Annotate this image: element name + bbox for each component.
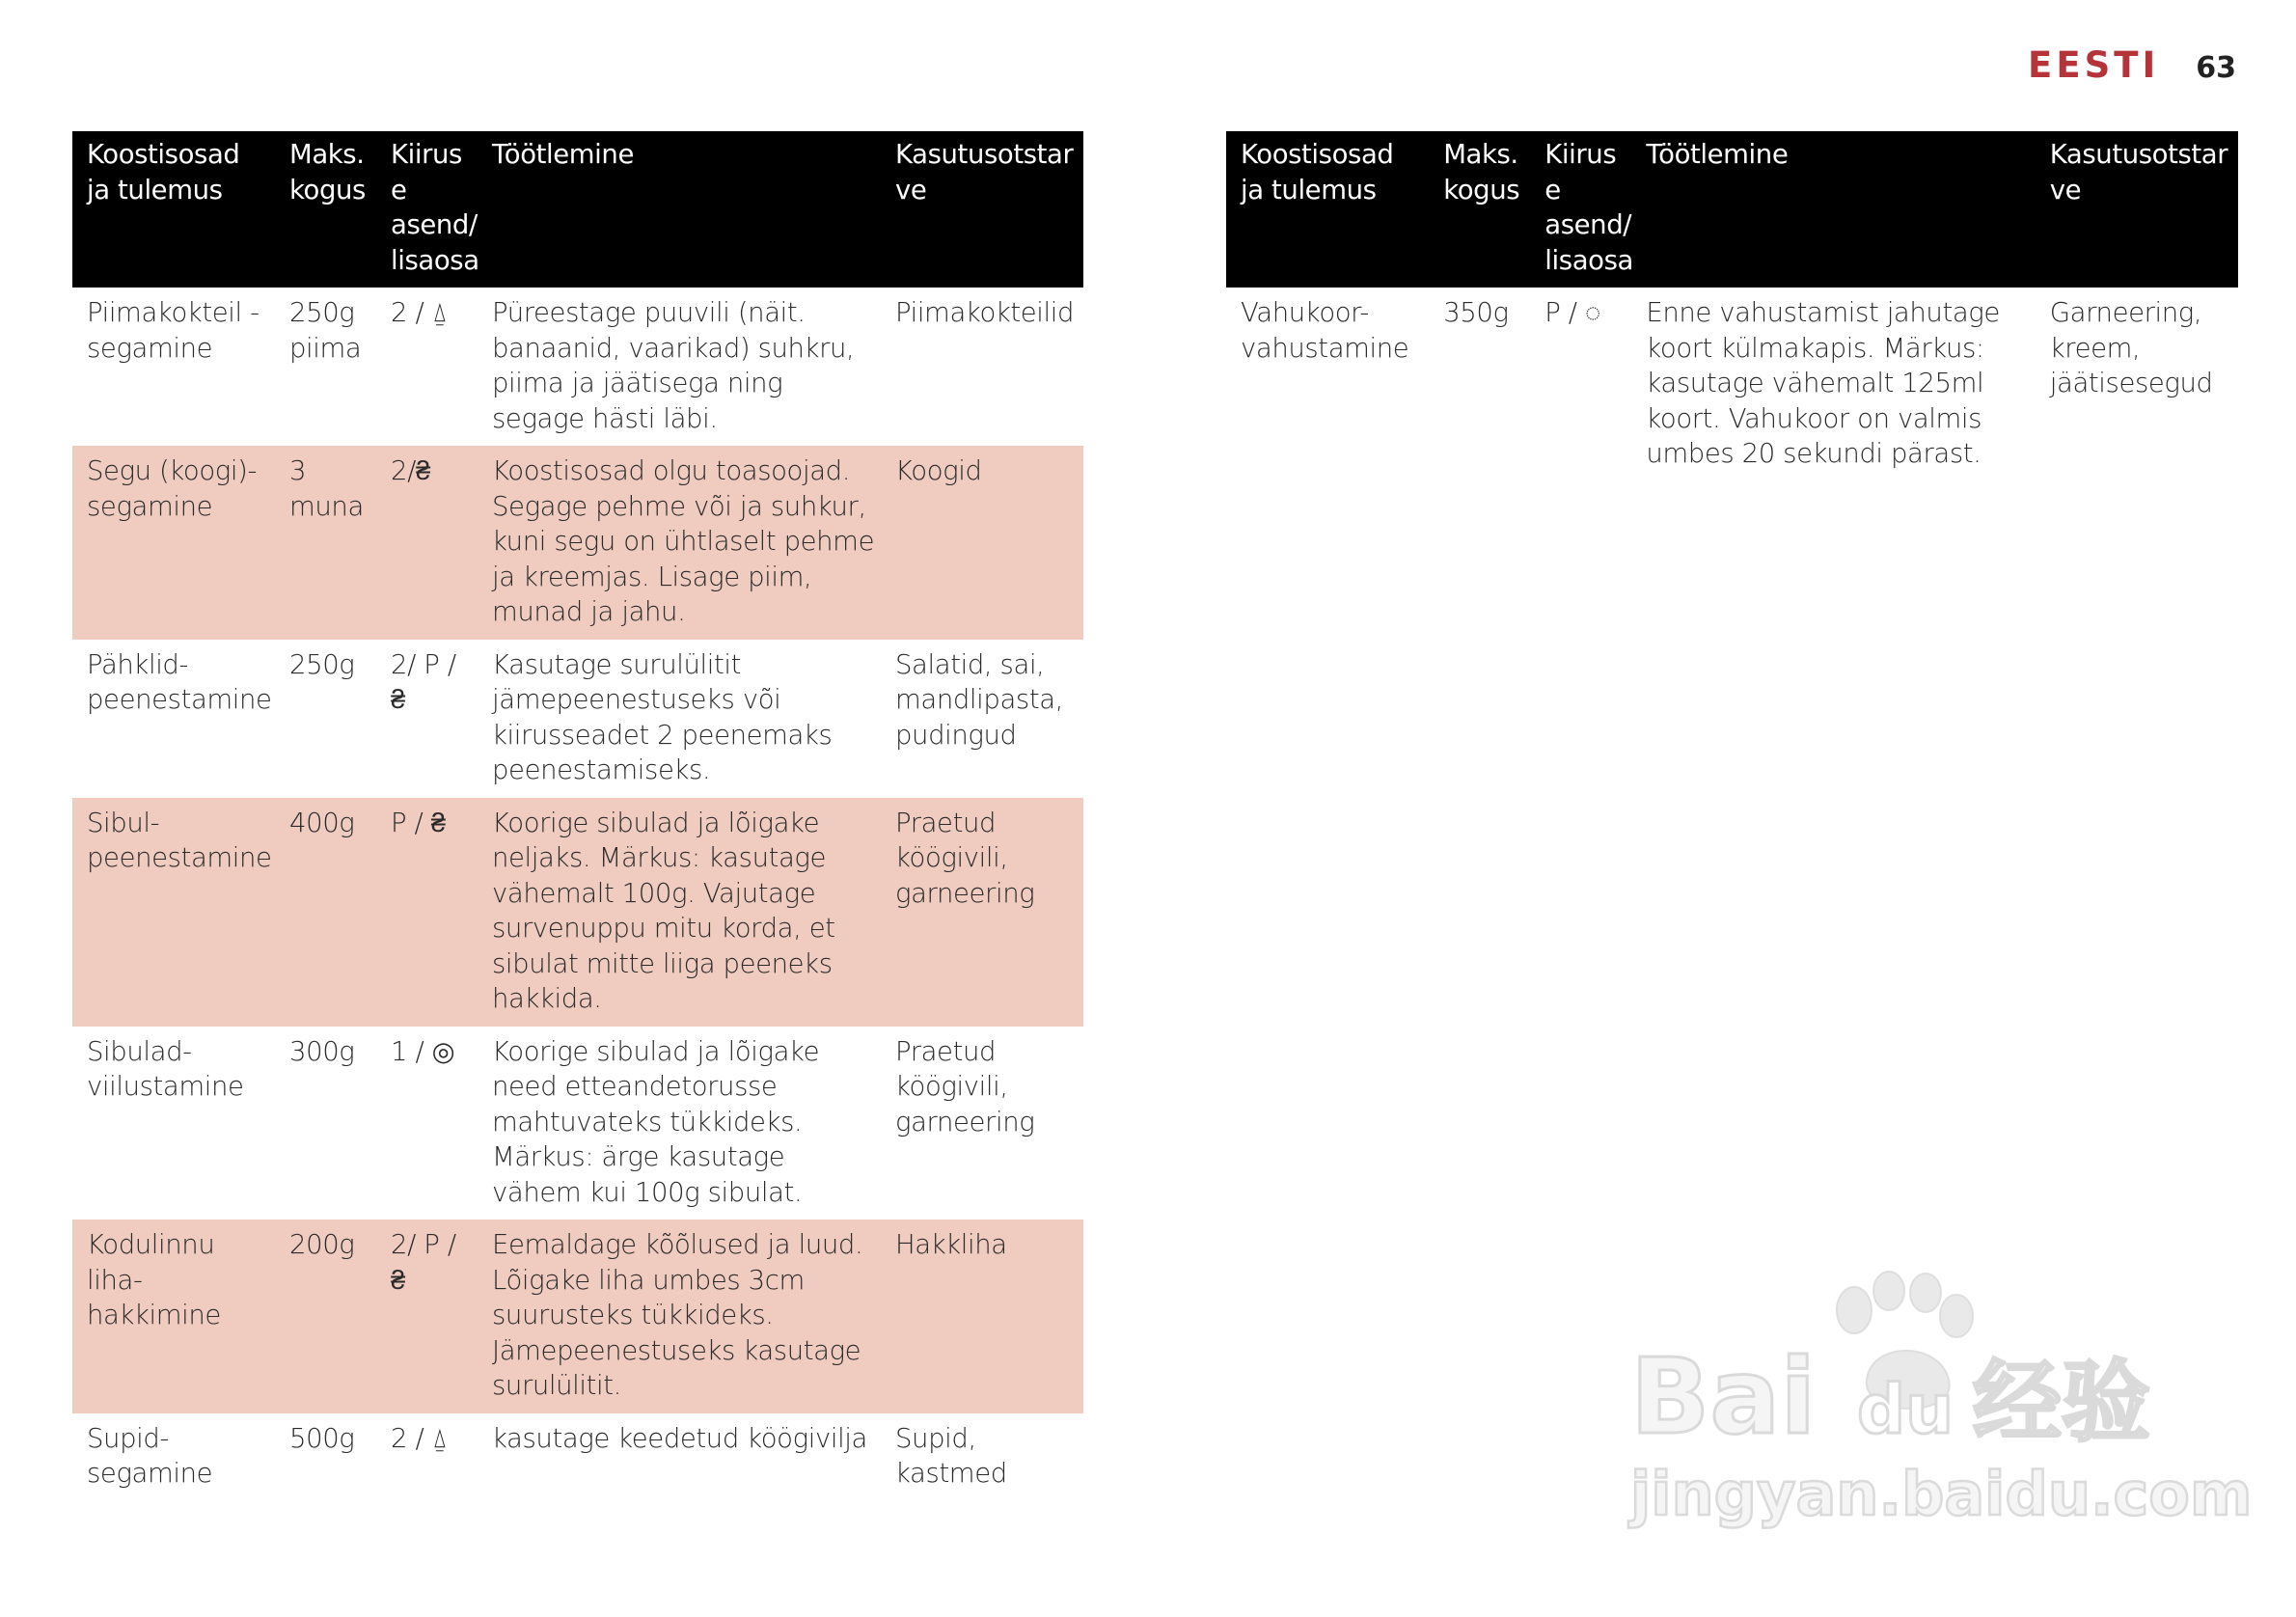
table-row	[1226, 288, 2238, 481]
column-header-processing: Töötlemine	[478, 131, 881, 288]
cell-usage: Supid, kastmed	[895, 1422, 1007, 1489]
recipe-table-right	[1226, 131, 2238, 481]
cell-amount: 300g	[289, 1035, 355, 1067]
table-row	[72, 640, 1083, 798]
cell-processing: Koostisosad olgu toasoojad. Segage pehme või ja suhkur, kuni segu on ühtlaselt pehme ja kreemjas. Lisage piim, munad ja jahu.	[478, 446, 881, 640]
watermark-brand-suffix: du	[1857, 1370, 1954, 1449]
cell-processing: Enne vahustamist jahutage koort külmakapis. Märkus: kasutage vähemalt 125ml koort. Vahukoor on valmis umbes 20 sekundi pärast.	[1646, 297, 2000, 469]
watermark-brand: Bai	[1630, 1337, 1817, 1458]
cell-usage: Piimakokteilid	[895, 297, 1075, 328]
column-header-usage: Kasutusotstar ve	[881, 131, 1083, 288]
cell-ingredient: Piimakokteil - segamine	[87, 297, 260, 364]
column-header-speed: Kiirus e asend/ lisaosa	[1530, 131, 1631, 288]
table-header-row	[72, 131, 1083, 288]
column-header-processing: Töötlemine	[1631, 131, 2035, 288]
cell-processing: Kasutage surulülitit jämepeenestuseks või kiirusseadet 2 peenemaks peenestamiseks.	[492, 648, 833, 785]
table-row	[72, 798, 1083, 1027]
watermark-url: jingyan.baidu.com	[1630, 1459, 2253, 1529]
cell-usage: Koogid	[881, 446, 1083, 640]
page-header	[2028, 44, 2236, 86]
table-row	[72, 288, 1083, 446]
cell-amount: 3 muna	[275, 446, 376, 640]
cell-usage: Hakkliha	[881, 1220, 1083, 1413]
column-header-amount: Maks. kogus	[275, 131, 376, 288]
cell-processing: Püreestage puuvili (näit. banaanid, vaarikad) suhkru, piima ja jäätisega ning segage hästi läbi.	[492, 297, 855, 434]
table-row	[72, 1220, 1083, 1413]
column-header-usage: Kasutusotstar ve	[2036, 131, 2238, 288]
page-number: 63	[2196, 51, 2236, 85]
cell-usage: Praetud köögivili, garneering	[881, 798, 1083, 1027]
cell-speed: 2/ P / ₴	[391, 648, 456, 715]
cell-ingredient: Segu (koogi)-segamine	[72, 446, 275, 640]
table-row	[72, 446, 1083, 640]
cell-amount: 200g	[275, 1220, 376, 1413]
cell-processing: Eemaldage kõõlused ja luud. Lõigake liha umbes 3cm suurusteks tükkideks. Jämepeenestuseks kasutage surulülitit.	[478, 1220, 881, 1413]
cell-processing: Koorige sibulad ja lõigake need etteandetorusse mahtuvateks tükkideks. Märkus: ärge kasutage vähem kui 100g sibulat.	[492, 1035, 820, 1208]
cell-ingredient: Vahukoor-vahustamine	[1241, 297, 1409, 364]
cell-usage: Garneering, kreem, jäätisesegud	[2049, 297, 2213, 398]
table-row	[72, 1413, 1083, 1501]
cell-speed: P / ◌	[1544, 297, 1600, 328]
watermark-product: 经验	[1973, 1351, 2151, 1454]
baidu-jingyan-watermark	[1630, 1274, 2253, 1544]
column-header-speed: Kiirus e asend/ lisaosa	[376, 131, 478, 288]
cell-speed: 1 / ◎	[391, 1035, 455, 1067]
column-header-amount: Maks. kogus	[1429, 131, 1530, 288]
recipe-table-left	[72, 131, 1083, 1501]
cell-usage: Salatid, sai, mandlipasta, pudingud	[895, 648, 1064, 751]
table-body	[1226, 288, 2238, 481]
cell-amount: 500g	[289, 1422, 355, 1454]
cell-amount: 400g	[275, 798, 376, 1027]
cell-speed: 2/₴	[376, 446, 478, 640]
cell-ingredient: Sibulad-viilustamine	[87, 1035, 244, 1102]
cell-speed: 2 / ⍙	[391, 1422, 448, 1454]
column-header-ingredient: Koostisosad ja tulemus	[1226, 131, 1429, 288]
cell-ingredient: Kodulinnu liha-hakkimine	[72, 1220, 275, 1413]
cell-speed: 2/ P / ₴	[376, 1220, 478, 1413]
cell-speed: 2 / ⍙	[391, 297, 448, 328]
cell-ingredient: Pähklid-peenestamine	[87, 648, 272, 715]
table-header-row	[1226, 131, 2238, 288]
cell-speed: P / ₴	[376, 798, 478, 1027]
column-header-ingredient: Koostisosad ja tulemus	[72, 131, 275, 288]
cell-ingredient: Sibul-peenestamine	[72, 798, 275, 1027]
table-body	[72, 288, 1083, 1501]
cell-processing: kasutage keedetud köögivilja	[492, 1422, 868, 1454]
table-row	[72, 1027, 1083, 1220]
cell-usage: Praetud köögivili, garneering	[895, 1035, 1035, 1137]
language-label: EESTI	[2028, 44, 2160, 86]
cell-amount: 250g	[289, 648, 355, 680]
cell-amount: 350g	[1443, 297, 1509, 328]
cell-amount: 250g piima	[289, 297, 362, 364]
cell-processing: Koorige sibulad ja lõigake neljaks. Märkus: kasutage vähemalt 100g. Vajutage survenuppu mitu korda, et sibulat mitte liiga peeneks hakkida.	[478, 798, 881, 1027]
cell-ingredient: Supid-segamine	[87, 1422, 213, 1489]
